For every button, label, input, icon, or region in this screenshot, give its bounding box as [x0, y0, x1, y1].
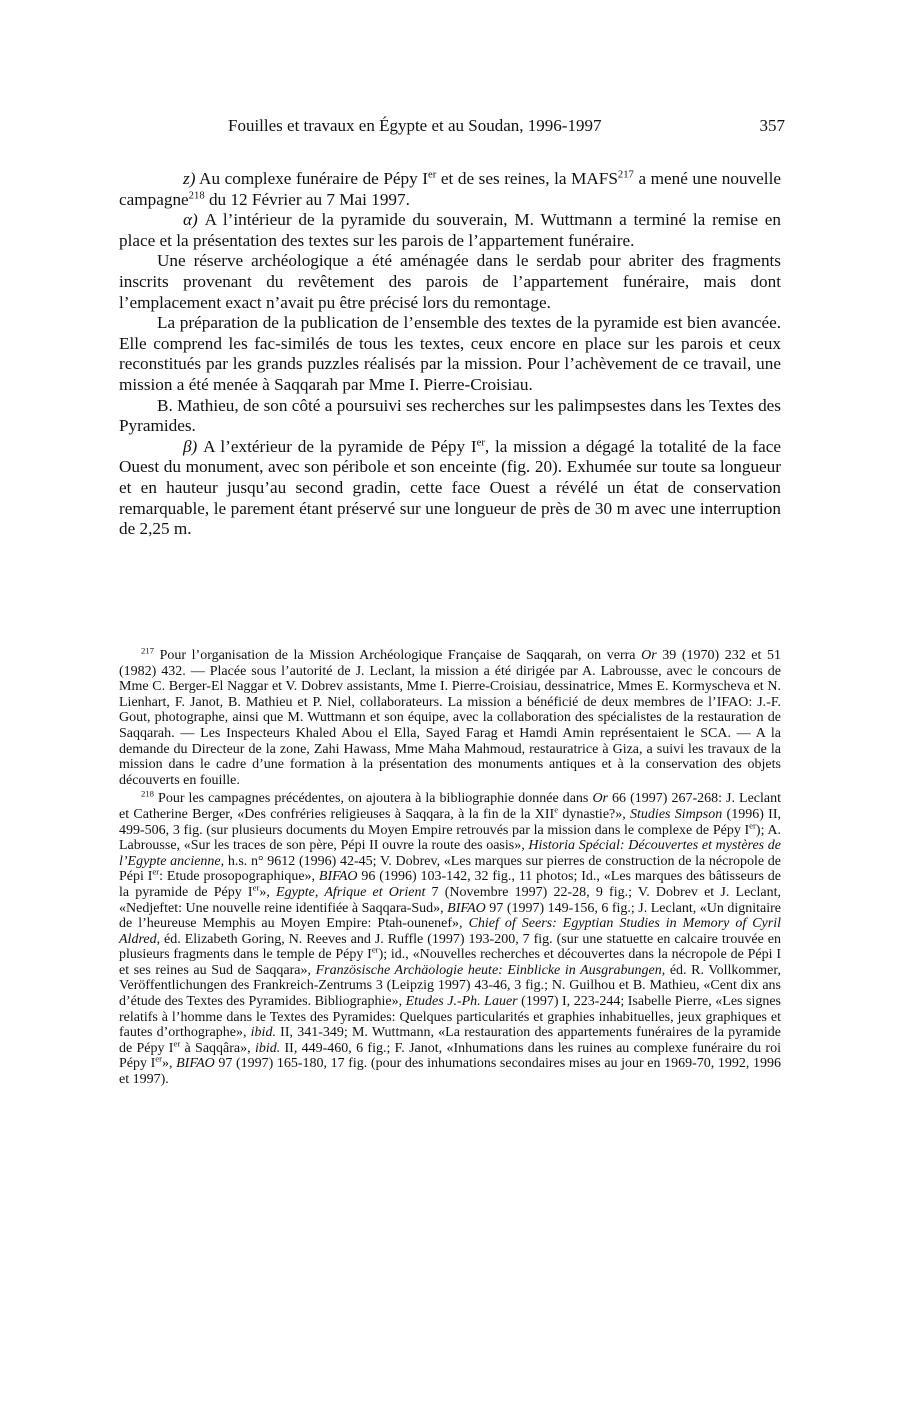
text-run: , la mission a dégagé la totalité de la face Ouest du monument, avec son péribole et son enceinte (fig. 20). Exhumée sur toute sa longueur et en hauteur jusqu’au second gradin, cette face Ouest a révélé un état de conservation remarquable, le parement étant préservé sur une longueur de près de 30 m avec une interruption de 2,25 m. [119, 436, 781, 539]
text-run: , éd. R. Vollkommer, Veröffentlichungen des Frankreich-Zentrums 3 (Leipzig 1997) 43-46, 3 fig.; N. Guilhou et B. Mathieu, «Cent dix ans d’étude des Textes des Pyramides. Bibliographie», [119, 962, 781, 1010]
text-run: 97 (1997) 165-180, 17 fig. (pour des inhumations secondaires mises au jour en 1969-70, 1992, 1996 et 1997). [119, 1056, 781, 1088]
paragraph-beta [119, 437, 781, 540]
text-run: 7 (Novembre 1997) 22-28, 9 fig.; V. Dobrev et J. Leclant, «Nedjeftet: Une nouvelle reine identifiée à Saqqara-Sud», [119, 884, 781, 916]
text-run: 39 (1970) 232 et 51 (1982) 432. — Placée sous l’autorité de J. Leclant, la mission a été dirigée par A. Labrousse, avec le concours de Mme C. Berger-El Naggar et V. Dobrev assistants, Mme I. Pierre-Croisiau, dessinatrice, Mmes E. Kormyscheva et N. Lienhart, F. Janot, B. Mathieu et P. Niel, collaborateurs. La mission a bénéficié de deux membres de l’IFAO: J.-F. Gout, photographe, ainsi que M. Wuttmann et son équipe, avec la collaboration des spécialistes de la restauration de Saqqarah. — Les Inspecteurs Khaled Abou el Ella, Sayed Farag et Hamdi Amin représentaient le SCA. — A la demande du Directeur de la zone, Zahi Hawass, Mme Maha Mahmoud, restauratrice à Giza, a suivi les travaux de la mission dans le cadre d’une formation à la présentation des monuments antiques et à la conservation des objets découverts en fouille. [119, 648, 782, 788]
footnote-218 [119, 788, 782, 1088]
running-header [119, 116, 785, 140]
footnote-217 [119, 645, 782, 788]
text-run: Pour l’organisation de la Mission Archéologique Française de Saqqarah, on verra [154, 648, 642, 663]
text-run: II, 341-349; M. Wuttmann, «La restauration des appartements funéraires de la pyramide de Pépy I [119, 1025, 781, 1056]
text-run: du 12 Février au 7 Mai 1997. [204, 189, 410, 209]
text-run: (1997) I, 223-244; Isabelle Pierre, «Les signes relatifs à l’homme dans le Textes des Pyramides: Quelques particularités et graphies inhabituelles, jeux graphiques et fautes d’orthographe», [119, 994, 781, 1041]
main-text [119, 169, 781, 540]
footnotes [119, 645, 782, 1091]
text-run: , h.s. n° 9612 (1996) 42-45; V. Dobrev, «Les marques sur pierres de construction de la nécropole de Pépi I [119, 853, 782, 885]
journal-title: Egypte, Afrique et Orient [276, 884, 426, 900]
section-label: z) [183, 169, 196, 188]
section-label: β) [183, 436, 198, 456]
text-run: A l’intérieur de la pyramide du souverain, M. Wuttmann a terminé la remise en place et la présentation des textes sur les parois de l’appartement funéraire. [119, 210, 781, 250]
footnote-ref-217[interactable]: 217 [617, 169, 634, 181]
superscript: er [155, 1053, 163, 1064]
superscript: e [554, 804, 559, 815]
text-run: Au complexe funéraire de Pépy I [195, 169, 429, 188]
paragraph-reserve: Une réserve archéologique a été aménagée dans le serdab pour abriter des fragments inscrits provenant du revêtement des parois de l’appartement funéraire, mais dont l’emplacement exact n’avait pu être précisé lors du remontage. [119, 251, 781, 312]
paragraph-alpha [119, 210, 781, 251]
work-title: Historia Spécial: Découvertes et mystères de l’Egypte ancienne [119, 838, 781, 869]
journal-title: BIFAO [447, 900, 486, 916]
text-run: II, 449-460, 6 fig.; F. Janot, «Inhumations dans les ruines au complexe funéraire du roi Pépy I [119, 1040, 781, 1072]
text-run: », [259, 884, 277, 900]
text-run: (1996) II, 499-506, 3 fig. (sur plusieurs documents du Moyen Empire retrouvés par la mission dans le complexe de Pépy I [119, 806, 781, 838]
journal-title: Or [641, 648, 657, 663]
text-run: Pour les campagnes précédentes, on ajoutera à la bibliographie donnée dans [154, 791, 593, 807]
superscript: er [428, 169, 437, 181]
journal-title: Or [592, 791, 608, 807]
paragraph-publication: La préparation de la publication de l’ensemble des textes de la pyramide est bien avancée. Elle comprend les fac-similés de tous les textes, ceux encore en place sur les parois et ceux reconstitués par les grands puzzles réalisés par la mission. Pour l’achèvement de ce travail, une mission a été menée à Saqqarah par Mme I. Pierre-Croisiau. [119, 313, 781, 394]
text-run: et de ses reines, la MAFS [436, 169, 618, 188]
text-run: A l’extérieur de la pyramide de Pépy I [197, 436, 477, 456]
work-title: Französische Archäologie heute: Einblicke in Ausgrabungen [315, 962, 662, 978]
text-run: , éd. Elizabeth Goring, N. Reeves and J. Ruffle (1997) 193-200, 7 fig. (sur une statuette en calcaire trouvée en plusieurs fragments dans le temple de Pépy I [119, 931, 781, 963]
section-label: α) [183, 210, 198, 230]
text-run: 96 (1996) 103-142, 32 fig., 11 photos; Id., «Les marques des bâtisseurs de la pyramide de Pépy I [119, 869, 781, 900]
text-run: à Saqqâra», [180, 1040, 255, 1056]
text-run: : Etude prosopographique», [159, 869, 319, 885]
paragraph-z [119, 169, 781, 210]
superscript: er [371, 944, 379, 955]
work-title: Studies Simpson [630, 806, 723, 822]
superscript: er [173, 1038, 181, 1049]
footnote-number: 217 [141, 645, 155, 656]
superscript: er [749, 819, 756, 830]
citation-abbrev: ibid. [250, 1025, 276, 1041]
text-run: dynastie?», [558, 806, 631, 822]
running-title: Fouilles et travaux en Égypte et au Soudan, 1996-1997 [228, 116, 602, 135]
paragraph-mathieu: B. Mathieu, de son côté a poursuivi ses recherches sur les palimpsestes dans les Textes des Pyramides. [119, 395, 781, 436]
footnote-ref-218[interactable]: 218 [188, 189, 205, 201]
superscript: er [252, 882, 260, 893]
work-title: Chief of Seers: Egyptian Studies in Memory of Cyril Aldred [119, 916, 781, 947]
text-run: a mené une nouvelle campagne [119, 169, 781, 209]
text-run: », [162, 1056, 177, 1072]
superscript: er [152, 866, 160, 877]
citation-abbrev: ibid. [254, 1040, 281, 1056]
text-run: ); id., «Nouvelles recherches et découvertes dans la nécropole de Pépi I et ses reines au Sud de Saqqara», [119, 947, 781, 978]
journal-title: BIFAO [176, 1056, 215, 1072]
text-run: 97 (1997) 149-156, 6 fig.; J. Leclant, «Un dignitaire de l’heureuse Memphis au Moyen Empire: Ptah-ounenef», [119, 900, 781, 932]
page-number: 357 [759, 116, 785, 135]
work-title: Etudes J.-Ph. Lauer [405, 994, 518, 1010]
journal-title: BIFAO [318, 869, 358, 885]
footnote-number: 218 [141, 788, 155, 799]
superscript: er [476, 436, 485, 448]
text-run: 66 (1997) 267-268: J. Leclant et Catherine Berger, «Des confréries religieuses à Saqqara, à la fin de la XII [119, 791, 782, 822]
text-run: ); A. Labrousse, «Sur les traces de son père, Pépi II ouvre la route des oasis», [119, 822, 782, 854]
